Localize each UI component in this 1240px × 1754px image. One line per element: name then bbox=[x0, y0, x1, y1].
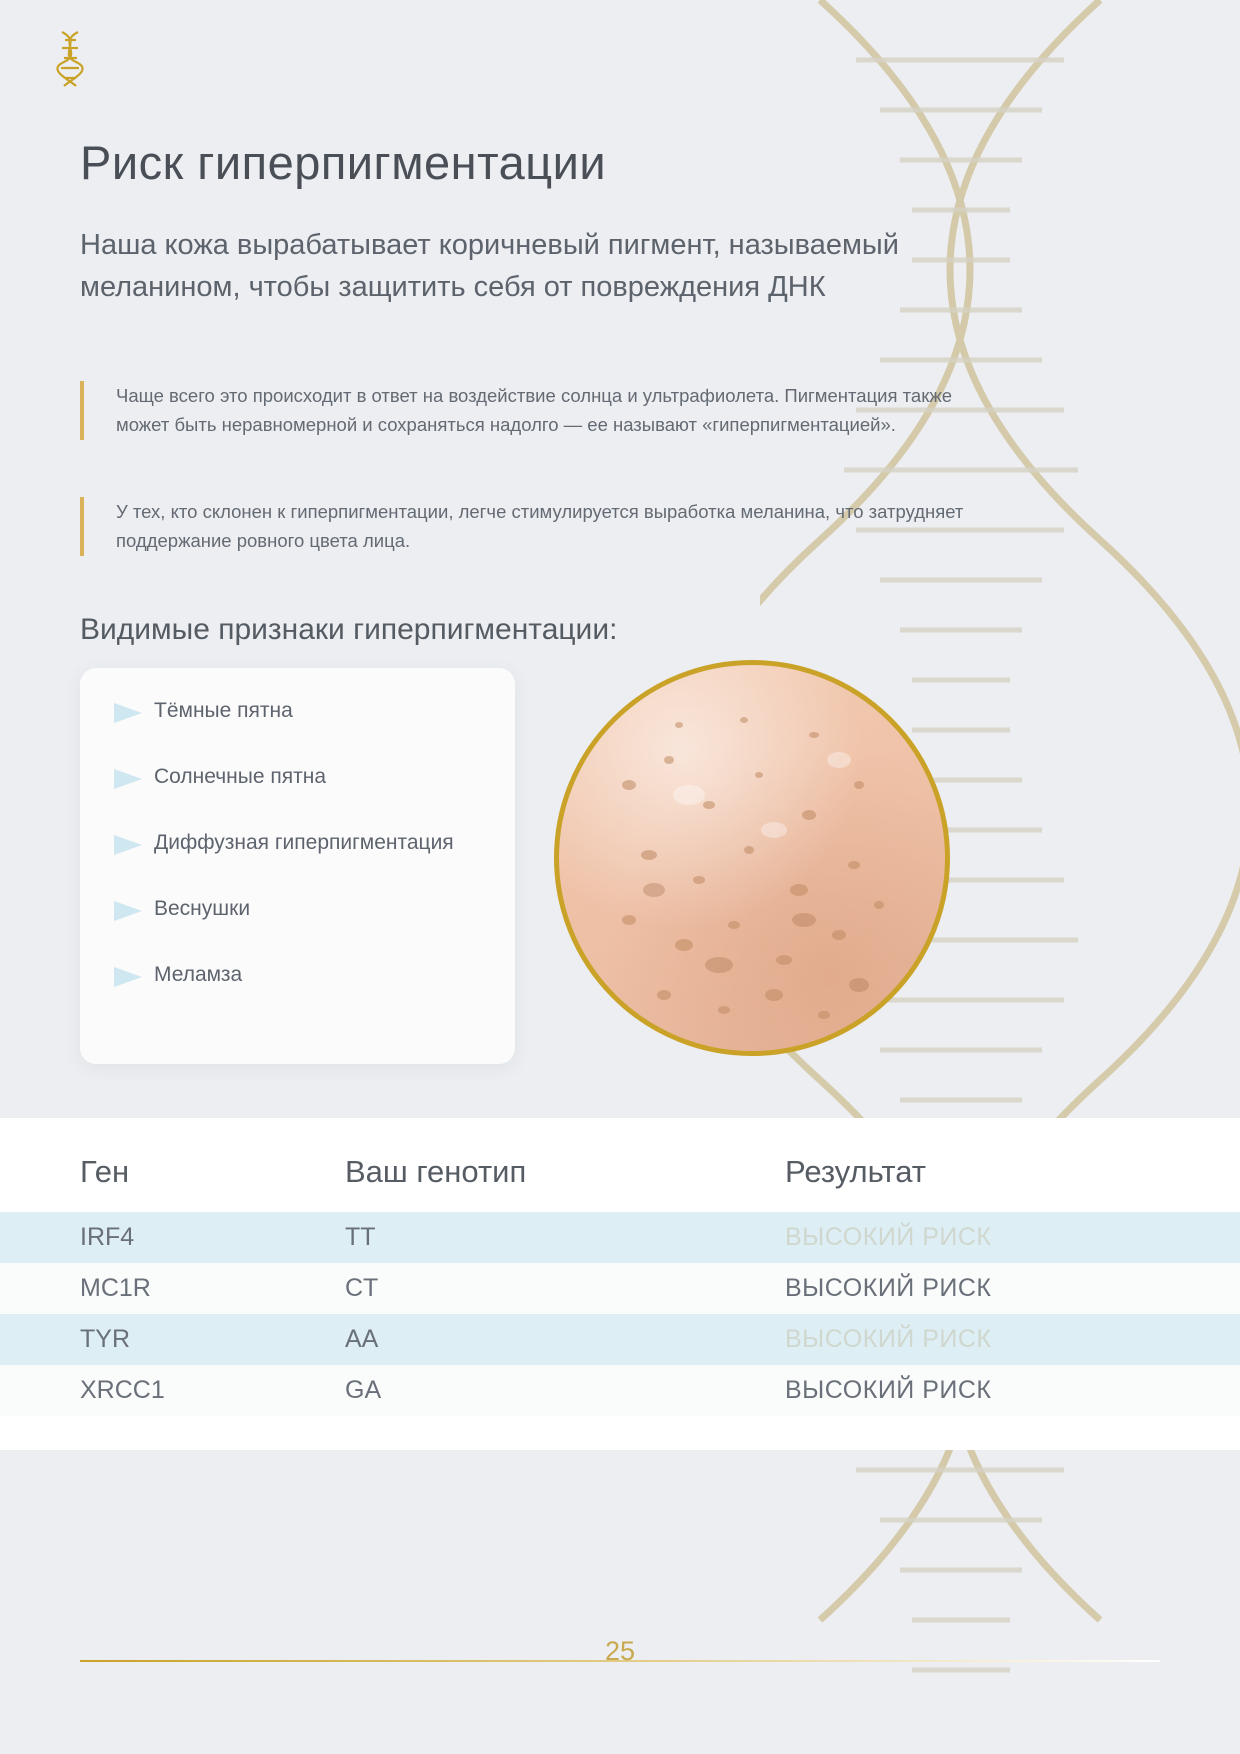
cell-gene: IRF4 bbox=[80, 1223, 135, 1251]
note-paragraph-1: Чаще всего это происходит в ответ на воздействие солнца и ультрафиолета. Пигментация также может быть неравномерной и сохраняться надолго — ее называют «гиперпигментацией». bbox=[80, 381, 980, 441]
cell-gene: TYR bbox=[80, 1325, 130, 1353]
signs-heading: Видимые признаки гиперпигментации: bbox=[80, 612, 618, 646]
cell-gene: XRCC1 bbox=[80, 1376, 165, 1404]
sign-label: Диффузная гиперпигментация bbox=[154, 831, 454, 854]
table-row bbox=[0, 1365, 1240, 1416]
dna-helix-logo-icon bbox=[48, 28, 94, 90]
status-badge: ВЫСОКИЙ РИСК bbox=[785, 1376, 992, 1404]
triangle-right-icon bbox=[112, 960, 154, 988]
column-header-result: Результат bbox=[785, 1154, 926, 1189]
signs-card bbox=[80, 668, 515, 1064]
results-table-section bbox=[0, 1118, 1240, 1450]
page-title: Риск гиперпигментации bbox=[80, 136, 607, 190]
sign-label: Тёмные пятна bbox=[154, 699, 293, 722]
sign-label: Солнечные пятна bbox=[154, 765, 326, 788]
table-header-row bbox=[0, 1144, 1240, 1212]
status-badge: ВЫСОКИЙ РИСК bbox=[785, 1223, 992, 1251]
note-paragraph-2: У тех, кто склонен к гиперпигментации, легче стимулируется выработка меланина, что затрудняет поддержание ровного цвета лица. bbox=[80, 497, 980, 557]
triangle-right-icon bbox=[112, 696, 154, 724]
list-item bbox=[80, 960, 515, 1004]
table-row bbox=[0, 1263, 1240, 1314]
triangle-right-icon bbox=[112, 762, 154, 790]
status-badge: ВЫСОКИЙ РИСК bbox=[785, 1325, 992, 1353]
cell-gene: MC1R bbox=[80, 1274, 151, 1302]
page-subtitle: Наша кожа вырабатывает коричневый пигмент, называемый меланином, чтобы защитить себя от повреждения ДНК bbox=[80, 229, 899, 304]
sign-label: Меламза bbox=[154, 963, 243, 986]
list-item bbox=[80, 762, 515, 806]
page-number: 25 bbox=[604, 1636, 636, 1666]
list-item bbox=[80, 828, 515, 872]
column-header-gene: Ген bbox=[80, 1154, 130, 1189]
status-badge: ВЫСОКИЙ РИСК bbox=[785, 1274, 992, 1302]
results-table bbox=[0, 1144, 1240, 1416]
sign-label: Веснушки bbox=[154, 897, 251, 920]
cell-genotype: AA bbox=[345, 1325, 379, 1353]
cell-genotype: GA bbox=[345, 1376, 382, 1404]
table-row bbox=[0, 1314, 1240, 1365]
triangle-right-icon bbox=[112, 828, 154, 856]
skin-closeup-photo bbox=[554, 660, 950, 1056]
table-row bbox=[0, 1212, 1240, 1263]
cell-genotype: CT bbox=[345, 1274, 379, 1302]
cell-genotype: TT bbox=[345, 1223, 376, 1251]
list-item bbox=[80, 894, 515, 938]
triangle-right-icon bbox=[112, 894, 154, 922]
column-header-genotype: Ваш генотип bbox=[345, 1154, 527, 1189]
list-item bbox=[80, 696, 515, 740]
